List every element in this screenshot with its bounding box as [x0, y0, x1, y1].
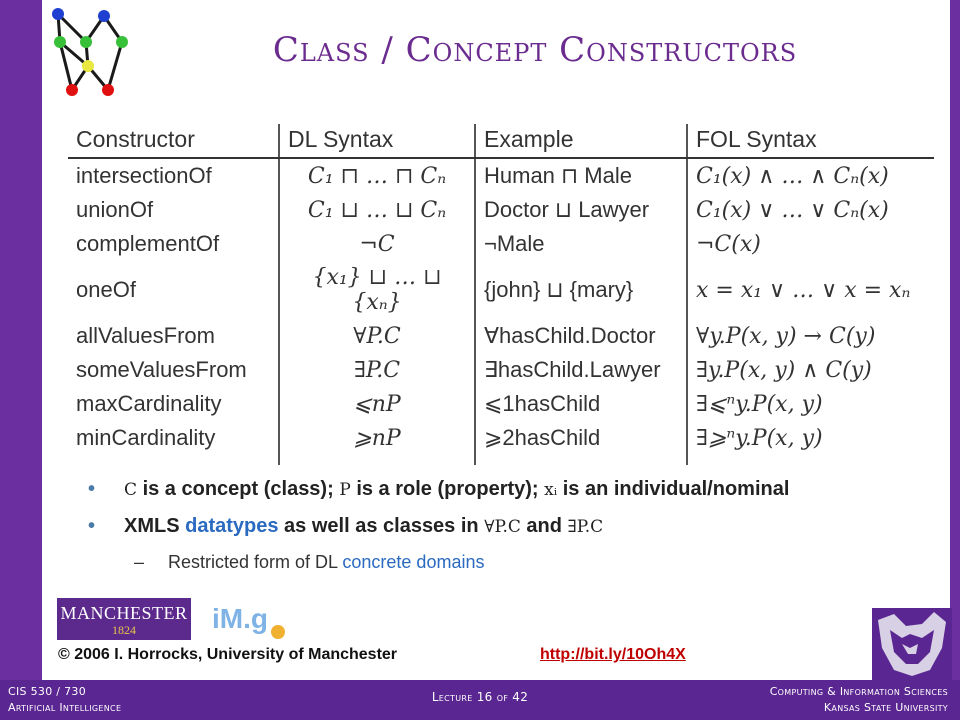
table-cell: ¬C [279, 227, 475, 261]
column-header: Constructor [68, 124, 279, 158]
text-span: XMLS [124, 515, 186, 537]
bullet-item [88, 515, 789, 538]
course-code: CIS 530 / 730 [8, 685, 86, 698]
table-row [68, 261, 934, 319]
constructors-table [68, 124, 934, 465]
credit-text: © 2006 I. Horrocks, University of Manchester [58, 646, 398, 663]
img-group-logo [210, 600, 290, 640]
text-span: is a concept (class); [137, 478, 340, 500]
table-cell: ∃P.C [279, 353, 475, 387]
table-cell: unionOf [76, 197, 154, 222]
text-span: is a role (property); [350, 478, 545, 500]
column-header: DL Syntax [279, 124, 475, 158]
table-cell: ¬Male [475, 227, 687, 261]
table-cell: ⩽1hasChild [475, 387, 687, 421]
bullet-dot-icon: • [88, 478, 96, 500]
table-cell: ∀P.C [279, 319, 475, 353]
course-name: Artificial Intelligence [8, 701, 122, 714]
manchester-logo-year: 1824 [112, 623, 136, 637]
table-cell: complementOf [76, 231, 220, 256]
table-cell: ∀y.P(x, y) → C(y) [687, 319, 934, 353]
table-row [68, 158, 934, 193]
table-header-row [68, 124, 934, 158]
department-name: Computing & Information Sciences [769, 685, 948, 698]
bullet-text [124, 478, 789, 501]
table-cell: x = x₁ ∨ … ∨ x = xₙ [687, 261, 934, 319]
lecture-number: Lecture 16 of 42 [431, 690, 529, 704]
sub-bullet-item [134, 552, 789, 573]
symbol-p: P [339, 480, 351, 500]
table-cell: someValuesFrom [76, 357, 247, 382]
text-span: as well as classes in [278, 515, 485, 537]
table-row [68, 227, 934, 261]
symbol-forall: ∀P.C [484, 517, 521, 537]
table-row [68, 193, 934, 227]
column-header: Example [475, 124, 687, 158]
column-header: FOL Syntax [687, 124, 934, 158]
table-cell: ∃⩽ⁿy.P(x, y) [687, 387, 934, 421]
table-cell: allValuesFrom [76, 323, 215, 348]
table-cell: ⩾nP [279, 421, 475, 465]
manchester-logo [57, 598, 191, 640]
wildcat-icon [872, 608, 952, 680]
page-title: Class / Concept Constructors [272, 30, 798, 70]
manchester-logo-text: MANCHESTER [60, 603, 188, 623]
table-cell: Human ⊓ Male [475, 158, 687, 193]
table-cell: ¬C(x) [687, 227, 934, 261]
table-cell: ∃y.P(x, y) ∧ C(y) [687, 353, 934, 387]
table-cell: {john} ⊔ {mary} [475, 261, 687, 319]
dash-marker: – [134, 552, 145, 572]
table-cell: minCardinality [76, 425, 216, 450]
bullet-dot-icon: • [88, 515, 96, 537]
text-span: is an individual/nominal [557, 478, 790, 500]
table-row [68, 319, 934, 353]
table-cell: ∃hasChild.Lawyer [475, 353, 687, 387]
symbol-c: C [124, 480, 138, 500]
table-cell: C₁(x) ∧ … ∧ Cₙ(x) [687, 158, 934, 193]
bullet-list [88, 478, 789, 573]
table-cell: Doctor ⊔ Lawyer [475, 193, 687, 227]
symbol-exists: ∃P.C [567, 517, 604, 537]
table-cell: intersectionOf [76, 163, 212, 188]
symbol-xi: xᵢ [544, 480, 558, 500]
datatypes-link[interactable]: datatypes [185, 515, 279, 537]
table-row [68, 387, 934, 421]
table-row [68, 421, 934, 465]
table-cell: C₁ ⊓ … ⊓ Cₙ [279, 158, 475, 193]
table-row [68, 353, 934, 387]
table-cell: ⩽nP [279, 387, 475, 421]
table-cell: ⩾2hasChild [475, 421, 687, 465]
university-name: Kansas State University [823, 701, 948, 714]
text-span: Restricted form of DL [168, 552, 343, 572]
concrete-domains-link[interactable]: concrete domains [342, 552, 485, 572]
left-accent-bar [0, 0, 42, 720]
table-cell: maxCardinality [76, 391, 222, 416]
table-cell: {x₁} ⊔ … ⊔ {xₙ} [279, 261, 475, 319]
source-link[interactable]: http://bit.ly/10Oh4X [540, 646, 686, 663]
bullet-item [88, 478, 789, 501]
text-span: and [520, 515, 568, 537]
bullet-text [168, 552, 484, 573]
img-logo-text: iM.g [212, 603, 268, 634]
bullet-text [124, 515, 603, 538]
table-cell: ∃⩾ⁿy.P(x, y) [687, 421, 934, 465]
table-cell: ∀hasChild.Doctor [475, 319, 687, 353]
table-cell: C₁(x) ∨ … ∨ Cₙ(x) [687, 193, 934, 227]
table-cell: C₁ ⊔ … ⊔ Cₙ [279, 193, 475, 227]
table-cell: oneOf [76, 277, 136, 302]
kstate-wildcat-logo [872, 608, 952, 680]
